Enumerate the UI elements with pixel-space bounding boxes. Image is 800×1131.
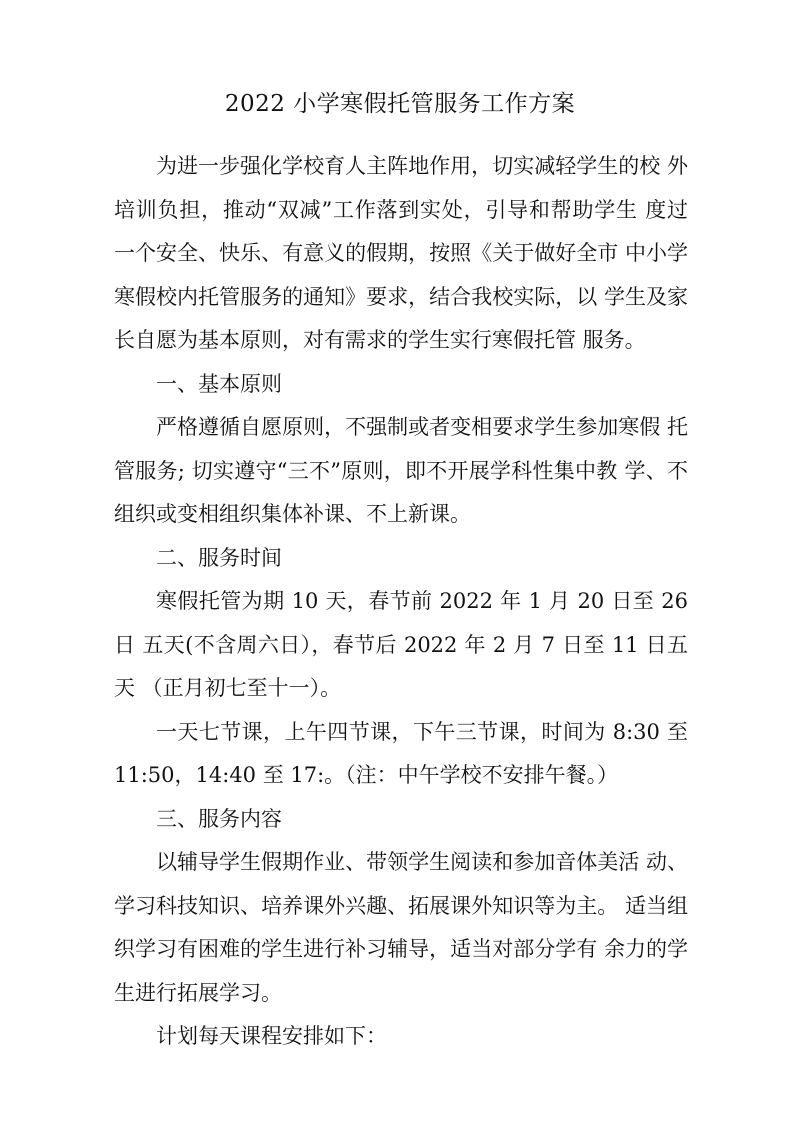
paragraph-content: 以辅导学生假期作业、带领学生阅读和参加音体美活 动、学习科技知识、培养课外兴趣、拓展课外知识等为主。 适当组织学习有困难的学生进行补习辅导，适当对部分学有 余力的学生进行拓展学习。 xyxy=(114,850,688,1005)
paragraph-plan: 计划每天课程安排如下： xyxy=(156,1024,387,1048)
paragraph-period: 寒假托管为期 10 天，春节前 2022 年 1 月 20 日至 26 日 五天(不含周六日），春节后 2022 年 2 月 7 日至 11 日五天 （正月初七至十一）。 xyxy=(114,589,688,700)
paragraph-schedule: 一天七节课，上午四节课，下午三节课，时间为 8:30 至 11:50，14:40 至 17:。（注：中午学校不安排午餐。） xyxy=(114,719,688,787)
section-heading-time: 二、服务时间 xyxy=(156,545,282,570)
section-heading-content: 三、服务内容 xyxy=(156,806,282,831)
paragraph-principles: 严格遵循自愿原则，不强制或者变相要求学生参加寒假 托管服务; 切实遵守“三不”原则，即不开展学科性集中教 学、不组织或变相组织集体补课、不上新课。 xyxy=(114,415,688,526)
paragraph-intro: 为进一步强化学校育人主阵地作用，切实减轻学生的校 外培训负担，推动“双减”工作落到实处，引导和帮助学生 度过一个安全、快乐、有意义的假期，按照《关于做好全市 中小学寒假校内托管服务的通知》要求，结合我校实际，以 学生及家长自愿为基本原则，对有需求的学生实行寒假托管 服务。 xyxy=(114,154,688,352)
document-body xyxy=(114,145,688,1059)
document-title: 2022 小学寒假托管服务工作方案 xyxy=(224,91,576,117)
section-heading-principles: 一、基本原则 xyxy=(156,371,282,396)
